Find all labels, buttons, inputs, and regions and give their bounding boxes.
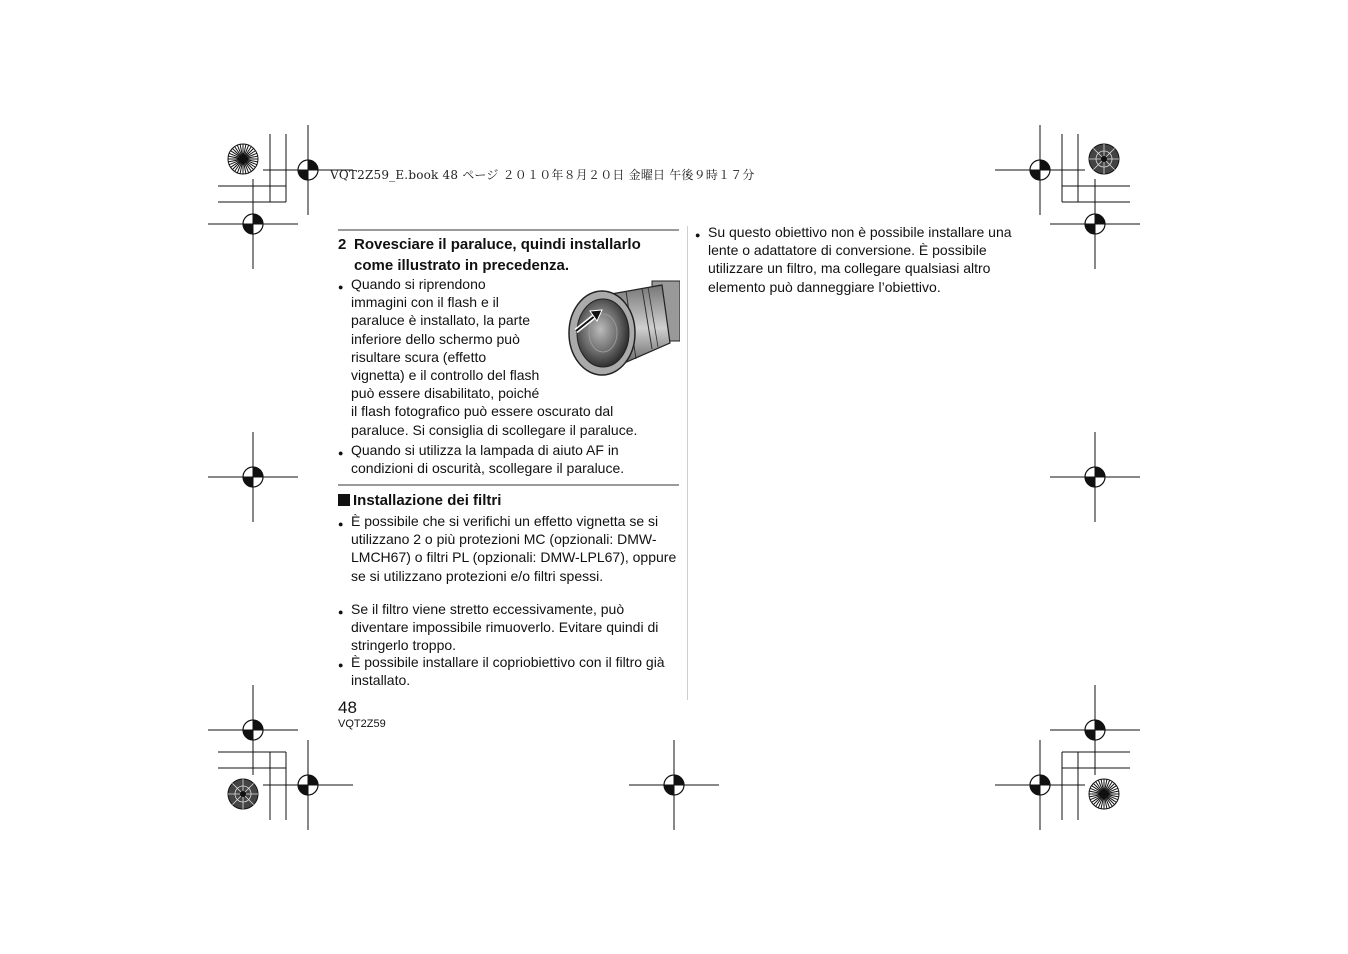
list-item <box>338 600 679 655</box>
bullet-text: Se il filtro viene stretto eccessivamente, può diventare impossibile rimuoverlo. Evitare quindi di stringerlo troppo. <box>351 601 659 654</box>
bullet-icon: ● <box>338 607 344 617</box>
list-item <box>695 223 1035 296</box>
bullet-icon: ● <box>695 230 701 240</box>
bullet-text: Su questo obiettivo non è possibile installare una lente o adattatore di conversione. È possibile utilizzare un filtro, ma collegare qualsiasi altro elemento può danneggiare l’obiettivo. <box>708 224 1012 295</box>
bullet-icon: ● <box>338 448 344 458</box>
step-heading <box>338 234 678 276</box>
top-rule <box>338 229 679 231</box>
bullet-text: Quando si riprendono immagini con il flash e il paraluce è installato, la parte inferiore dello schermo può risultare scura (effetto vignetta) e il controllo del flash può essere disabilitato, poiché il flash fotografico può essere oscurato dal paraluce. Si consiglia di scollegare il paraluce. <box>351 276 638 438</box>
bullet-text: È possibile installare il copriobiettivo con il filtro già installato. <box>351 654 665 689</box>
list-item <box>338 512 679 585</box>
square-bullet-icon <box>338 494 350 506</box>
lens-hood-illustration <box>566 279 680 379</box>
bullet-icon: ● <box>338 660 344 670</box>
step-text: Rovesciare il paraluce, quindi installarlo come illustrato in precedenza. <box>354 236 641 274</box>
section-title: Installazione dei filtri <box>338 492 501 509</box>
bullet-icon: ● <box>338 519 344 529</box>
bullet-text: È possibile che si verifichi un effetto vignetta se si utilizzano 2 o più protezioni MC (opzionali: DMW-LMCH67) o filtri PL (opzionali: DMW-LPL67), oppure se si utilizzano protezioni e/o filtri spessi. <box>351 513 677 584</box>
section-rule <box>338 484 679 486</box>
book-header-line: VQT2Z59_E.book 48 ページ ２０１０年８月２０日 金曜日 午後９時１７分 <box>330 168 755 182</box>
bullet-icon: ● <box>338 282 344 292</box>
step-number: 2 <box>338 236 347 253</box>
column-divider <box>687 226 688 700</box>
bullet-text: Quando si utilizza la lampada di aiuto AF in condizioni di oscurità, scollegare il paraluce. <box>351 442 625 477</box>
doc-code: VQT2Z59 <box>338 718 386 730</box>
list-item <box>338 441 673 477</box>
page-number: 48 <box>338 698 357 717</box>
list-item <box>338 653 679 689</box>
